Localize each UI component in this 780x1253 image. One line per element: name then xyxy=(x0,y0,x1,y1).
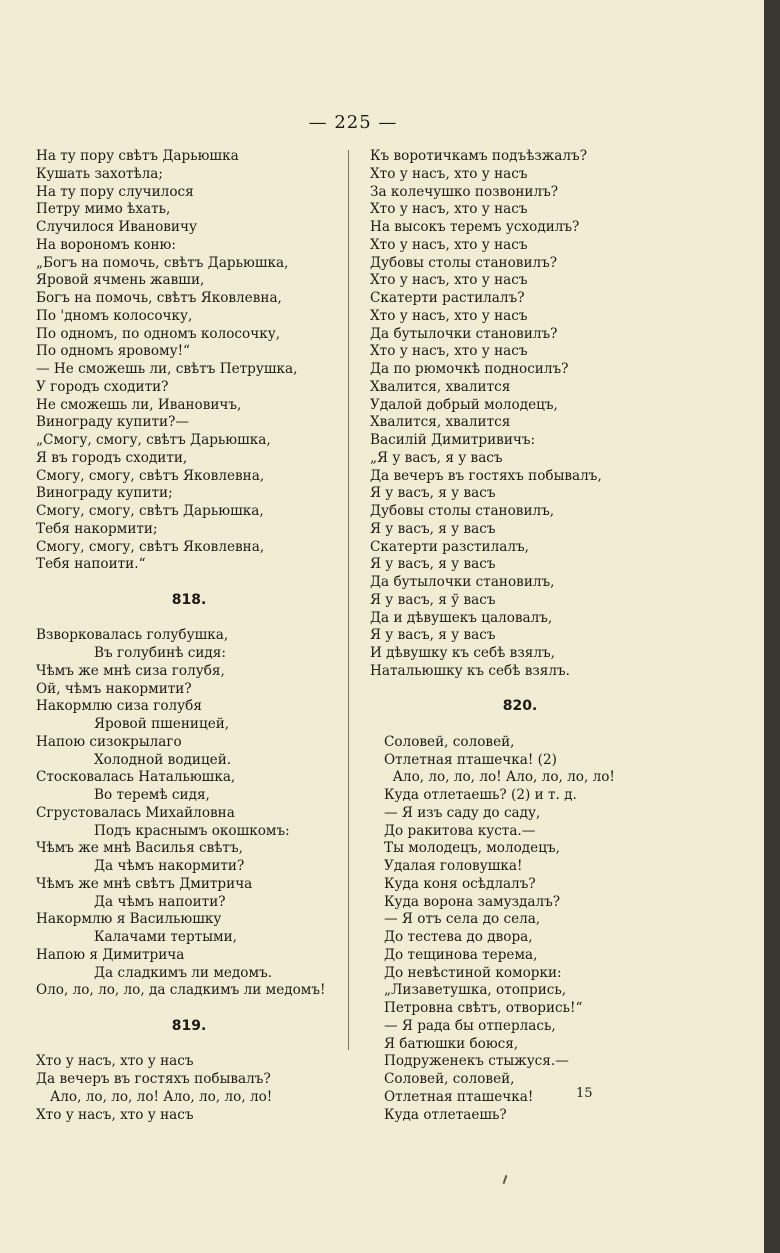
verse-line: Я у васъ, я у васъ xyxy=(370,556,496,573)
verse-line: Да вечеръ въ гостяхъ побывалъ, xyxy=(370,467,602,484)
verse-line: Во теремѣ сидя, xyxy=(94,787,210,803)
verse-line: За колечушко позвонилъ? xyxy=(370,183,559,200)
verse-line: Соловей, соловей, xyxy=(384,733,515,750)
verse-line: Соловей, соловей, xyxy=(384,1071,515,1087)
verse-line: Удалой добрый молодецъ, xyxy=(370,396,558,413)
verse-line: Отлетная пташечка! (2) xyxy=(384,751,557,768)
verse-line: Удалая головушка! xyxy=(384,858,523,874)
verse-line: Подруженекъ стыжуся.— xyxy=(384,1053,569,1070)
verse-line: На ворономъ коню: xyxy=(36,236,176,253)
verse-line: — Я отъ села до села, xyxy=(384,911,541,928)
spacer xyxy=(370,716,670,734)
verse-line: Я въ городъ сходити, xyxy=(36,449,188,466)
verse-line: Куда ворона замуздалъ? xyxy=(384,893,561,910)
verse-line: По одномъ яровому!“ xyxy=(36,343,190,360)
verse-line: Скатерти разстилалъ, xyxy=(370,538,529,555)
verse-line: И дѣвушку къ себѣ взялъ, xyxy=(370,645,555,661)
verse-line: До тестева до двора, xyxy=(384,929,533,945)
verse-line: Хто у насъ, хто у насъ xyxy=(370,307,528,324)
spacer xyxy=(36,610,342,628)
verse-line: Да бутылочки становилъ, xyxy=(370,574,555,590)
verse-line: Чѣмъ же мнѣ Василья свѣтъ, xyxy=(36,840,243,857)
verse-line: У городъ сходити? xyxy=(36,378,169,395)
verse-line: Тебя напоити.“ xyxy=(36,556,146,573)
verse-line: Василій Димитривичъ: xyxy=(370,432,536,448)
verse-line: Ой, чѣмъ накормити? xyxy=(36,680,192,697)
verse-line: Напою сизокрылаго xyxy=(36,733,182,750)
verse-line: Отлетная пташечка! xyxy=(384,1088,534,1105)
verse-line: Къ воротичкамъ подъѣзжалъ? xyxy=(370,148,587,164)
verse-line: Да и дѣвушекъ цаловалъ, xyxy=(370,609,553,626)
verse-line: До тещинова терема, xyxy=(384,946,538,963)
verse-line: „Лизаветушка, отопрись, xyxy=(384,982,567,999)
verse-line: Ты молодецъ, молодецъ, xyxy=(384,840,560,857)
verse-line: На высокъ теремъ усходилъ? xyxy=(370,219,580,235)
verse-line: Оло, ло, ло, ло, да сладкимъ ли медомъ! xyxy=(36,982,326,999)
verse-line: Винограду купити?— xyxy=(36,414,189,431)
verse-line: Сгрустовалась Михайловна xyxy=(36,804,235,821)
verse-line: „Я у васъ, я у васъ xyxy=(370,449,503,466)
verse-line: Стосковалась Натальюшка, xyxy=(36,769,236,786)
verse-line: Петровна свѣтъ, отворись!“ xyxy=(384,1000,583,1016)
spacer xyxy=(370,681,670,699)
verse-line: Тебя накормити; xyxy=(36,520,158,537)
verse-line: Холодной водицей. xyxy=(94,751,232,768)
scan-edge xyxy=(764,0,780,1253)
verse-line: До ракитова куста.— xyxy=(384,822,536,839)
verse-line: Смогу, смогу, свѣтъ Дарьюшка, xyxy=(36,503,264,519)
verse-line: Куда отлетаешь? xyxy=(384,1106,507,1123)
verse-line: Смогу, смогу, свѣтъ Яковлевна, xyxy=(36,467,265,484)
verse-line: Скатерти растилалъ? xyxy=(370,290,525,306)
verse-line: Не сможешь ли, Ивановичъ, xyxy=(36,396,242,413)
verse-line: Хто у насъ, хто у насъ xyxy=(36,1106,194,1123)
verse-line: Да вечеръ въ гостяхъ побывалъ? xyxy=(36,1071,271,1087)
verse-line: Калачами тертыми, xyxy=(94,929,237,945)
verse-line: Хто у насъ, хто у насъ xyxy=(370,236,528,253)
verse-line: Чѣмъ же мнѣ сиза голубя, xyxy=(36,662,225,679)
verse-line: Натальюшку къ себѣ взялъ. xyxy=(370,662,570,679)
verse-line: Хвалится, хвалится xyxy=(370,378,511,395)
page-number: — 225 — xyxy=(308,112,398,133)
verse-line: Да чѣмъ накормити? xyxy=(94,858,245,874)
verse-line: На ту пору свѣтъ Дарьюшка xyxy=(36,148,239,164)
verse-line: Чѣмъ же мнѣ свѣтъ Дмитрича xyxy=(36,875,253,892)
verse-line: Хто у насъ, хто у насъ xyxy=(370,165,528,182)
verse-line: Подъ краснымъ окошкомъ: xyxy=(94,822,290,839)
verse-line: Кушать захотѣла; xyxy=(36,165,163,182)
verse-line: Да по рюмочкѣ подносилъ? xyxy=(370,361,569,377)
verse-line: Ало, ло, ло, ло! Ало, ло, ло, ло! xyxy=(50,1088,273,1105)
spacer xyxy=(36,1036,342,1054)
verse-line: Куда коня осѣдлалъ? xyxy=(384,875,536,892)
verse-line: Въ голубинѣ сидя: xyxy=(94,645,226,661)
verse-line: Яровой ячмень жавши, xyxy=(36,272,205,289)
verse-line: До невѣстиной коморки: xyxy=(384,964,562,981)
verse-line: Я у васъ, я у васъ xyxy=(370,485,496,502)
verse-line: Да чѣмъ напоити? xyxy=(94,893,226,910)
verse-line: „Смогу, смогу, свѣтъ Дарьюшка, xyxy=(36,432,271,448)
verse-line: Я батюшки боюся, xyxy=(384,1035,519,1052)
verse-line: Взворковалась голубушка, xyxy=(36,627,229,644)
song-number-heading: 818. xyxy=(171,591,207,608)
verse-line: Хто у насъ, хто у насъ xyxy=(36,1053,194,1070)
verse-line: Напою я Димитрича xyxy=(36,946,185,963)
right-column xyxy=(370,148,670,1124)
verse-line: Накормлю сиза голубя xyxy=(36,698,202,715)
column-divider xyxy=(348,150,349,1050)
verse-line: „Богъ на помочь, свѣтъ Дарьюшка, xyxy=(36,254,289,271)
verse-line: — Я изъ саду до саду, xyxy=(384,804,541,821)
verse-line: Я у васъ, я у васъ xyxy=(370,520,496,537)
folio-number: 15 xyxy=(576,1086,593,1101)
verse-line: Накормлю я Васильюшку xyxy=(36,911,222,928)
verse-line: Богъ на помочь, свѣтъ Яковлевна, xyxy=(36,290,282,306)
verse-line: По одномъ, по одномъ колосочку, xyxy=(36,325,281,342)
verse-line: Да сладкимъ ли медомъ. xyxy=(94,964,273,981)
verse-line: Хвалится, хвалится xyxy=(370,414,511,431)
verse-line: Случилося Ивановичу xyxy=(36,219,197,235)
verse-line: Смогу, смогу, свѣтъ Яковлевна, xyxy=(36,538,265,555)
verse-line: — Не сможешь ли, свѣтъ Петрушка, xyxy=(36,361,298,377)
ink-mark xyxy=(503,1175,508,1184)
verse-line: Винограду купити; xyxy=(36,485,173,502)
verse-line: Петру мимо ѣхать, xyxy=(36,201,171,218)
verse-line: Дубовы столы становилъ, xyxy=(370,503,555,519)
verse-line: Яровой пшеницей, xyxy=(94,716,230,732)
verse-line: Хто у насъ, хто у насъ xyxy=(370,343,528,360)
verse-line: По 'дномъ колосочку, xyxy=(36,307,193,324)
left-column xyxy=(36,148,342,1124)
verse-line: Я у васъ, я у васъ xyxy=(370,627,496,644)
spacer xyxy=(36,1000,342,1018)
verse-line: Хто у насъ, хто у насъ xyxy=(370,201,528,218)
verse-line: — Я рада бы отперлась, xyxy=(384,1017,556,1034)
verse-line: Дубовы столы становилъ? xyxy=(370,254,558,271)
verse-line: Куда отлетаешь? (2) и т. д. xyxy=(384,787,577,803)
song-number-heading: 819. xyxy=(171,1017,207,1034)
spacer xyxy=(36,574,342,592)
verse-line: Ало, ло, ло, ло! Ало, ло, ло, ло! xyxy=(384,769,615,786)
verse-line: Я у васъ, я ў васъ xyxy=(370,591,496,608)
verse-line: Да бутылочки становилъ? xyxy=(370,325,558,342)
verse-line: На ту пору случилося xyxy=(36,183,194,200)
song-number-heading: 820. xyxy=(502,698,538,715)
verse-line: Хто у насъ, хто у насъ xyxy=(370,272,528,289)
